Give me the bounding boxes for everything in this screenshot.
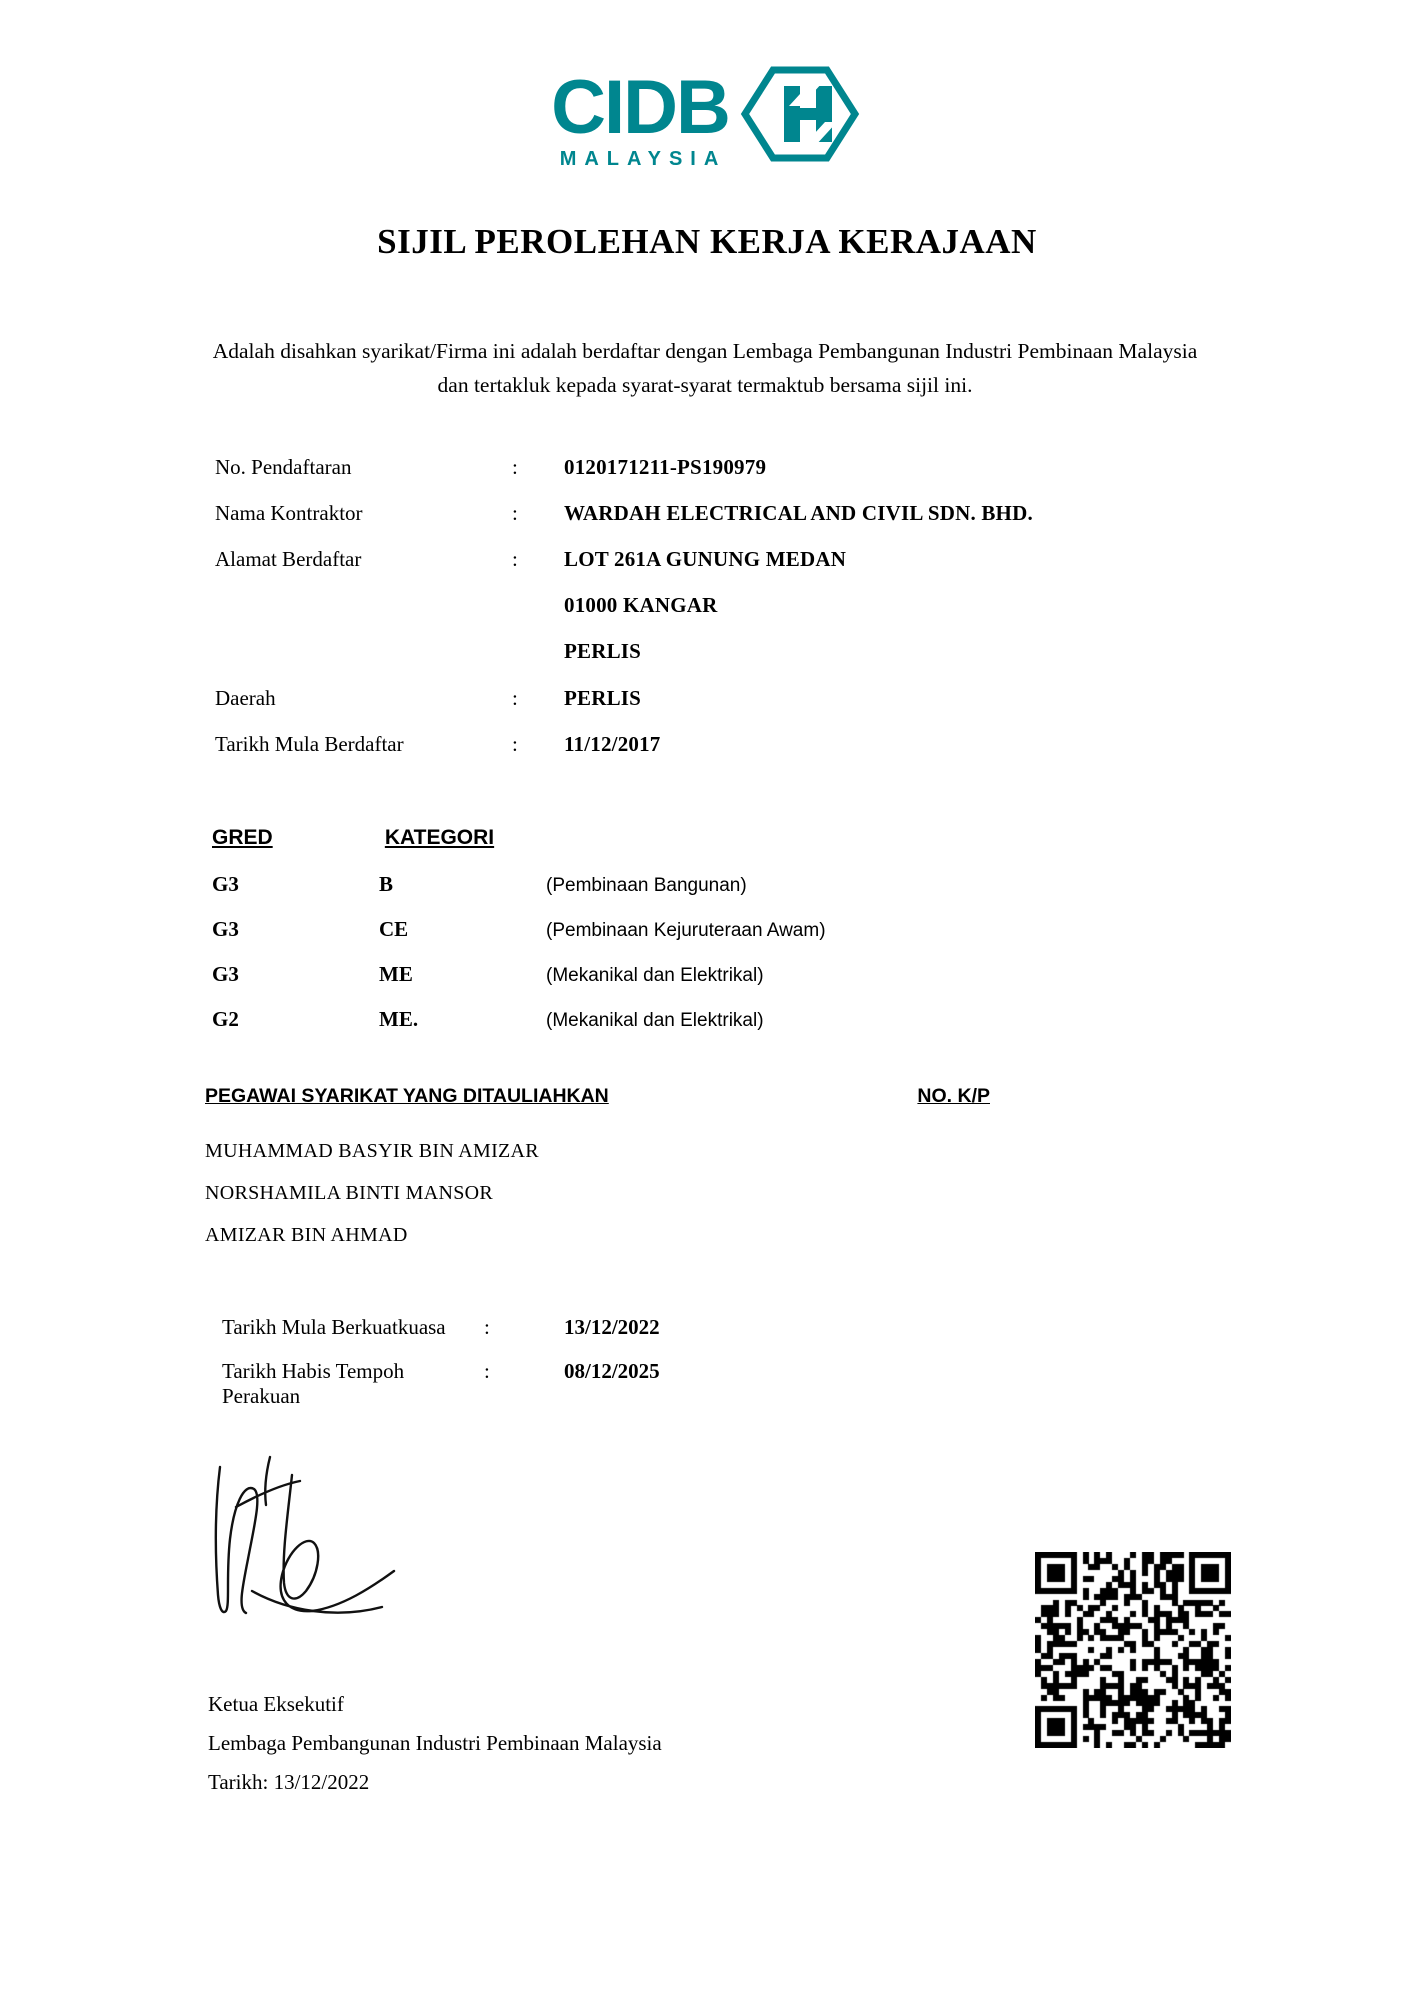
grade-value: G3: [212, 962, 239, 986]
validity-value: 13/12/2022: [564, 1315, 660, 1339]
category-description: (Pembinaan Kejuruteraan Awam): [546, 920, 826, 941]
category-value: ME: [379, 962, 413, 986]
detail-row: [215, 686, 1115, 711]
detail-value: WARDAH ELECTRICAL AND CIVIL SDN. BHD.: [564, 501, 1033, 525]
signature-date: Tarikh: 13/12/2022: [208, 1769, 370, 1794]
detail-value-address: [564, 547, 846, 664]
detail-value: PERLIS: [564, 686, 642, 710]
detail-label: Nama Kontraktor: [215, 501, 363, 525]
detail-colon: :: [512, 732, 518, 756]
intro-paragraph: Adalah disahkan syarikat/Firma ini adalah berdaftar dengan Lembaga Pembangunan Industri Pembinaan Malaysia dan tertakluk kepada syarat-syarat termaktub bersama sijil ini.: [212, 339, 1198, 398]
signature-block: [208, 1685, 662, 1802]
detail-label: No. Pendaftaran: [215, 455, 352, 479]
detail-label: Daerah: [215, 686, 276, 710]
officers-kp-label: NO. K/P: [917, 1085, 990, 1107]
officers-header-label: PEGAWAI SYARIKAT YANG DITAULIAHKAN: [205, 1085, 609, 1107]
qr-code: [1035, 1552, 1231, 1748]
validity-colon: :: [484, 1315, 490, 1339]
validity-row: [222, 1315, 1122, 1340]
detail-row: [215, 501, 1115, 526]
validity-colon: :: [484, 1359, 490, 1383]
detail-colon: :: [512, 455, 518, 479]
category-description: (Mekanikal dan Elektrikal): [546, 965, 764, 986]
page-title: SIJIL PEROLEHAN KERJA KERAJAAN: [377, 222, 1037, 261]
table-row: [212, 1007, 1112, 1032]
detail-row: [215, 732, 1115, 757]
cidb-hexagon-icon: [737, 62, 863, 171]
validity-dates: [222, 1315, 1122, 1428]
detail-colon: :: [512, 686, 518, 710]
detail-label: Tarikh Mula Berdaftar: [215, 732, 404, 756]
detail-colon: :: [512, 547, 518, 571]
list-item: MUHAMMAD BASYIR BIN AMIZAR: [205, 1140, 539, 1162]
grade-value: G3: [212, 872, 239, 896]
signature-image: [196, 1455, 496, 1655]
category-value: ME.: [379, 1007, 419, 1031]
category-value: CE: [379, 917, 409, 941]
validity-row: [222, 1359, 1122, 1409]
validity-label: Tarikh Mula Berkuatkuasa: [222, 1315, 446, 1339]
category-value: B: [379, 872, 394, 896]
table-row: [212, 962, 1112, 987]
grade-column-header-gred: GRED: [212, 826, 273, 849]
list-item: NORSHAMILA BINTI MANSOR: [205, 1182, 494, 1204]
address-line-3: PERLIS: [564, 639, 642, 663]
detail-value: 0120171211-PS190979: [564, 455, 767, 479]
logo-wordmark: CIDB: [551, 64, 729, 150]
category-description: (Mekanikal dan Elektrikal): [546, 1010, 764, 1031]
grade-table-body: [212, 872, 1112, 1052]
grade-table-header: [212, 826, 1112, 850]
validity-label: Tarikh Habis Tempoh Perakuan: [222, 1359, 405, 1408]
signatory-organisation: Lembaga Pembangunan Industri Pembinaan Malaysia: [208, 1730, 662, 1755]
officers-list: [205, 1140, 1215, 1266]
detail-row: [215, 455, 1115, 480]
list-item: AMIZAR BIN AHMAD: [205, 1224, 408, 1246]
officers-header: [205, 1085, 1215, 1108]
detail-row: [215, 547, 1115, 664]
signatory-title: Ketua Eksekutif: [208, 1692, 344, 1716]
grade-column-header-kategori: KATEGORI: [384, 826, 495, 849]
grade-value: G2: [212, 1007, 239, 1031]
address-line-2: 01000 KANGAR: [564, 593, 718, 617]
detail-label: Alamat Berdaftar: [215, 547, 362, 571]
logo-subtext: MALAYSIA: [559, 148, 727, 171]
table-row: [212, 872, 1112, 897]
category-description: (Pembinaan Bangunan): [546, 875, 747, 896]
address-line-1: LOT 261A GUNUNG MEDAN: [564, 547, 847, 571]
validity-value: 08/12/2025: [564, 1359, 660, 1383]
registration-details: [215, 455, 1115, 778]
cidb-logo: [0, 62, 1414, 181]
table-row: [212, 917, 1112, 942]
grade-value: G3: [212, 917, 239, 941]
detail-colon: :: [512, 501, 518, 525]
detail-value: 11/12/2017: [564, 732, 661, 756]
